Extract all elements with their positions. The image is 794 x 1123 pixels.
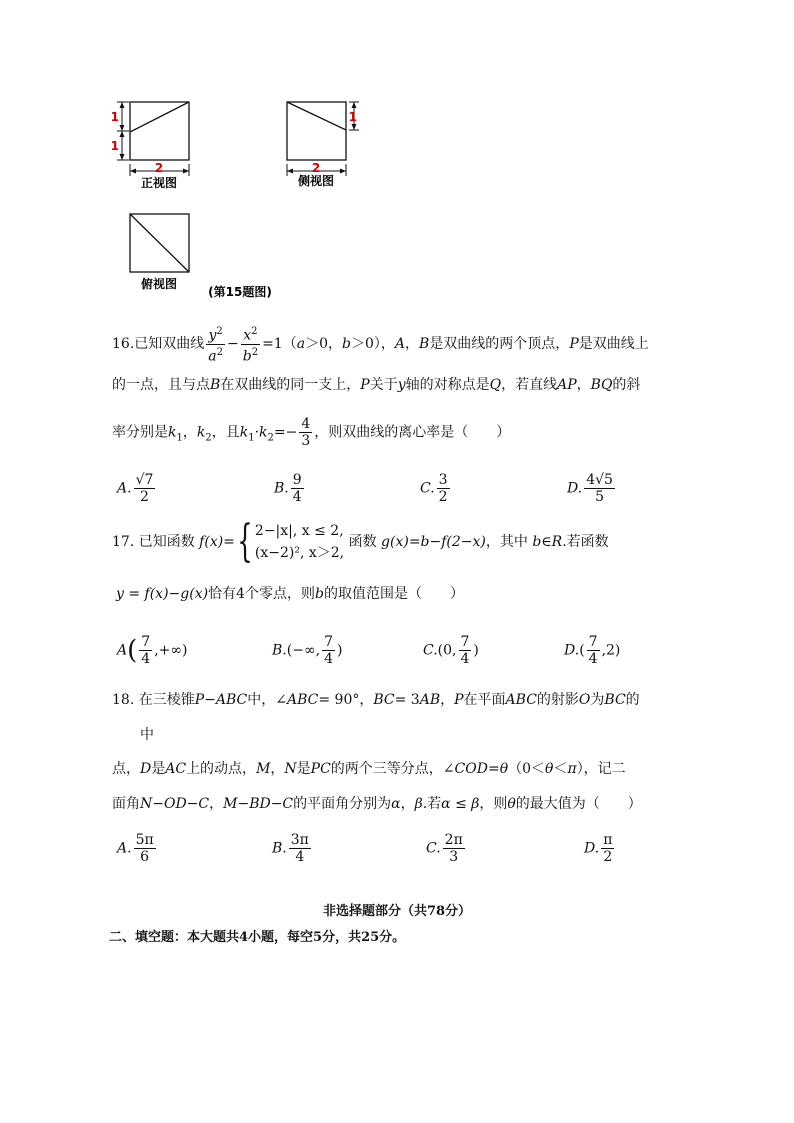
q17-option-a: A( $\frac{7}{4}$ ,+∞) xyxy=(117,634,188,667)
q18-line4: 面角N−OD−C，M−BD−C的平面角分别为α，β.若α ≤ β，则θ的最大值为（ ） xyxy=(112,796,642,812)
q17-option-d: D.( $\frac{7}{4}$ ,2) xyxy=(564,634,621,667)
q17-option-b: B.(−∞, $\frac{7}{4}$ ) xyxy=(272,634,343,667)
q16-option-b: B. $\frac{9}{4}$ xyxy=(274,472,302,505)
q18-option-c: C. $\frac{2\pi}{3}$ xyxy=(426,832,463,865)
q18-line3: 点，D是AC上的动点，M，N是PC的两个三等分点，∠COD=θ（0＜θ＜π），记二 xyxy=(112,761,626,777)
top-view-diagonal xyxy=(130,214,189,272)
q16-frac-x2b2: $\frac{x^2}{b^2}$ xyxy=(242,326,259,365)
side-view-square xyxy=(287,102,346,160)
q17-piecewise: 2−|x|, x ≤ 2, (x−2)², x＞2, xyxy=(254,523,345,561)
front-dim-width: 2 xyxy=(154,161,164,175)
section-title: 非选择题部分（共78分） xyxy=(322,904,472,919)
q16-frac-y2a2: $\frac{y^2}{a^2}$ xyxy=(208,326,223,365)
side-view-label: 侧视图 xyxy=(297,174,335,188)
front-dim-lower: 1 xyxy=(110,139,119,153)
side-dim-width: 2 xyxy=(311,161,321,175)
section-subtitle: 二、填空题：本大题共4小题，每空5分，共25分。 xyxy=(109,930,406,945)
figure-caption: (第15题图) xyxy=(208,285,272,299)
q16-option-d: D. $\frac{4√5}{5}$ xyxy=(567,472,613,505)
front-view-diagonal xyxy=(130,102,189,132)
top-view-label: 俯视图 xyxy=(140,277,178,291)
side-view-diagonal xyxy=(287,102,346,130)
q16-option-c: C. $\frac{3}{2}$ xyxy=(420,472,448,505)
front-dim-upper: 1 xyxy=(110,110,119,124)
three-view-figure xyxy=(100,92,360,307)
q18-option-d: D. $\frac{\pi}{2}$ xyxy=(584,832,613,865)
q18-option-b: B. $\frac{3\pi}{4}$ xyxy=(272,832,309,865)
side-dim-height: 1 xyxy=(348,110,357,124)
q18-line1: 18. 在三棱锥P−ABC中，∠ABC= 90°，BC= 3AB，P在平面ABC的射影O为BC的 xyxy=(112,692,640,708)
q16-line1: 16.已知双曲线 $\frac{y^2}{a^2}$ − $\frac{x^2}{b^2}$ =1（a＞0，b＞0），A，B是双曲线的两个顶点，P是双曲线上 xyxy=(112,326,649,365)
front-view-square xyxy=(130,102,189,160)
q16-option-a: A. $\frac{√7}{2}$ xyxy=(117,472,154,505)
q16-line2: 的一点，且与点B在双曲线的同一支上，P关于y轴的对称点是Q，若直线AP，BQ的斜 xyxy=(112,377,641,393)
q17-option-c: C.(0, $\frac{7}{4}$ ) xyxy=(423,634,479,667)
front-view-label: 正视图 xyxy=(140,176,178,190)
q18-option-a: A. $\frac{5\pi}{6}$ xyxy=(117,832,154,865)
q17-line1: 17. 已知函数 f(x)={ 2−|x|, x ≤ 2, (x−2)², x＞2, 函数 g(x)=b−f(2−x)，其中 b∈R.若函数 xyxy=(112,516,609,567)
q16-line3: 率分别是$k_1$，$k_2$，且$k_1\cdot k_2=-$ $\frac{4}{3}$ ，则双曲线的离心率是（ ） xyxy=(112,416,511,449)
q17-line2: y = f(x)−g(x)恰有4个零点，则b的取值范围是（ ） xyxy=(116,586,464,602)
q18-line2: 中 xyxy=(140,727,154,743)
q16-frac-4-3: $\frac{4}{3}$ xyxy=(301,416,311,449)
